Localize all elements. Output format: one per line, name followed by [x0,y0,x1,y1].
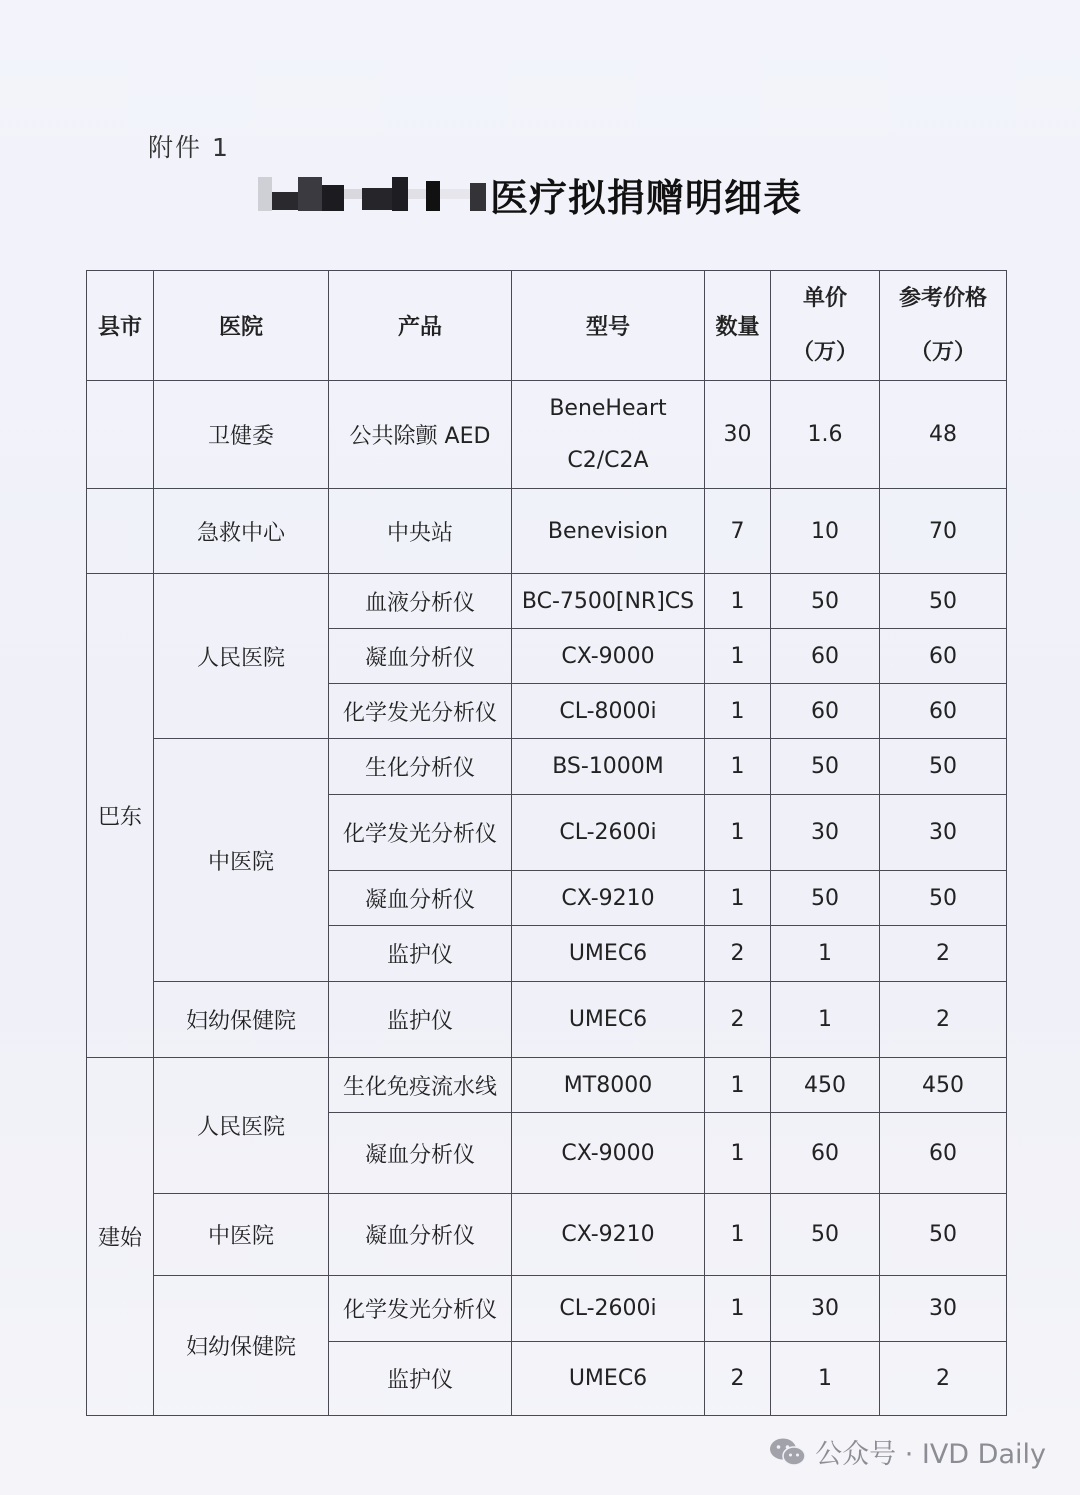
cell-hospital: 人民医院 [154,1058,329,1194]
cell-hospital: 急救中心 [154,489,329,574]
cell-unit-price: 1 [771,926,880,982]
cell-hospital: 中医院 [154,1194,329,1276]
cell-quantity: 7 [705,489,771,574]
watermark [769,1432,1046,1471]
header-quantity: 数量 [705,271,771,381]
cell-model: CL-8000i [512,684,705,739]
cell-ref-price: 2 [880,1342,1007,1416]
cell-quantity: 1 [705,629,771,684]
table-row [87,1276,1007,1342]
cell-unit-price: 60 [771,629,880,684]
page-title: 医疗拟捐赠明细表 [490,174,803,220]
cell-product: 凝血分析仪 [329,871,512,926]
cell-model: MT8000 [512,1058,705,1113]
cell-product: 凝血分析仪 [329,1113,512,1194]
wechat-icon [769,1437,807,1467]
cell-unit-price: 30 [771,795,880,871]
cell-ref-price: 450 [880,1058,1007,1113]
cell-unit-price: 50 [771,574,880,629]
cell-model: CX-9210 [512,1194,705,1276]
header-row [87,271,1007,381]
cell-ref-price: 2 [880,926,1007,982]
cell-model: CX-9000 [512,629,705,684]
cell-model: UMEC6 [512,926,705,982]
attachment-label: 附件 1 [148,133,230,162]
cell-quantity: 30 [705,381,771,489]
cell-product: 血液分析仪 [329,574,512,629]
cell-unit-price: 450 [771,1058,880,1113]
cell-quantity: 1 [705,1058,771,1113]
cell-product: 凝血分析仪 [329,629,512,684]
cell-model: BS-1000M [512,739,705,795]
cell-ref-price: 50 [880,739,1007,795]
title-row [258,168,802,220]
cell-quantity: 1 [705,1276,771,1342]
cell-unit-price: 1 [771,1342,880,1416]
header-hospital: 医院 [154,271,329,381]
cell-quantity: 1 [705,739,771,795]
cell-county: 巴东 [87,574,154,1058]
table-row [87,489,1007,574]
cell-model: CL-2600i [512,795,705,871]
cell-unit-price: 30 [771,1276,880,1342]
cell-model-line1: BeneHeart [549,395,667,421]
cell-hospital: 妇幼保健院 [154,982,329,1058]
cell-model: CL-2600i [512,1276,705,1342]
cell-model: BC-7500[NR]CS [512,574,705,629]
cell-product: 公共除颤 AED [329,381,512,489]
cell-unit-price: 60 [771,1113,880,1194]
cell-model-line2: C2/C2A [567,447,649,473]
cell-quantity: 1 [705,684,771,739]
cell-quantity: 1 [705,1194,771,1276]
cell-ref-price: 30 [880,795,1007,871]
cell-ref-price: 60 [880,684,1007,739]
table-row [87,739,1007,795]
cell-product: 化学发光分析仪 [329,684,512,739]
cell-hospital: 人民医院 [154,574,329,739]
table-row [87,574,1007,629]
cell-ref-price: 50 [880,574,1007,629]
header-unit-price-line2: （万） [791,339,858,365]
cell-quantity: 2 [705,982,771,1058]
cell-unit-price: 50 [771,871,880,926]
cell-model: CX-9210 [512,871,705,926]
cell-model: CX-9000 [512,1113,705,1194]
cell-model: UMEC6 [512,982,705,1058]
watermark-text: 公众号 · IVD Daily [815,1439,1046,1470]
cell-hospital: 妇幼保健院 [154,1276,329,1416]
cell-quantity: 1 [705,1113,771,1194]
table-row [87,381,1007,489]
cell-model: UMEC6 [512,1342,705,1416]
cell-ref-price: 2 [880,982,1007,1058]
cell-unit-price: 1.6 [771,381,880,489]
cell-quantity: 1 [705,871,771,926]
header-ref-price-line1: 参考价格 [898,285,987,311]
header-product: 产品 [329,271,512,381]
cell-ref-price: 48 [880,381,1007,489]
cell-product: 监护仪 [329,982,512,1058]
header-unit-price-line1: 单价 [802,285,847,311]
cell-county [87,489,154,574]
donation-table [86,270,1007,1416]
header-ref-price-line2: （万） [909,339,976,365]
cell-ref-price: 60 [880,629,1007,684]
table-row [87,1058,1007,1113]
cell-product: 化学发光分析仪 [329,1276,512,1342]
header-model: 型号 [512,271,705,381]
cell-ref-price: 70 [880,489,1007,574]
cell-product: 化学发光分析仪 [329,795,512,871]
cell-ref-price: 50 [880,1194,1007,1276]
cell-product: 监护仪 [329,1342,512,1416]
cell-quantity: 2 [705,926,771,982]
cell-ref-price: 60 [880,1113,1007,1194]
cell-unit-price: 50 [771,739,880,795]
table-row [87,982,1007,1058]
cell-county: 建始 [87,1058,154,1416]
header-county: 县市 [87,271,154,381]
cell-quantity: 1 [705,574,771,629]
cell-hospital: 中医院 [154,739,329,982]
cell-ref-price: 50 [880,871,1007,926]
cell-hospital: 卫健委 [154,381,329,489]
cell-unit-price: 10 [771,489,880,574]
cell-product: 生化免疫流水线 [329,1058,512,1113]
cell-product: 生化分析仪 [329,739,512,795]
cell-quantity: 2 [705,1342,771,1416]
cell-ref-price: 30 [880,1276,1007,1342]
cell-quantity: 1 [705,795,771,871]
redacted-area [258,177,486,211]
cell-county [87,381,154,489]
cell-unit-price: 1 [771,982,880,1058]
cell-unit-price: 50 [771,1194,880,1276]
cell-unit-price: 60 [771,684,880,739]
header-ref-price [880,271,1007,381]
cell-product: 凝血分析仪 [329,1194,512,1276]
cell-product: 中央站 [329,489,512,574]
cell-product: 监护仪 [329,926,512,982]
cell-model [512,381,705,489]
header-unit-price [771,271,880,381]
cell-model: Benevision [512,489,705,574]
table-row [87,1194,1007,1276]
